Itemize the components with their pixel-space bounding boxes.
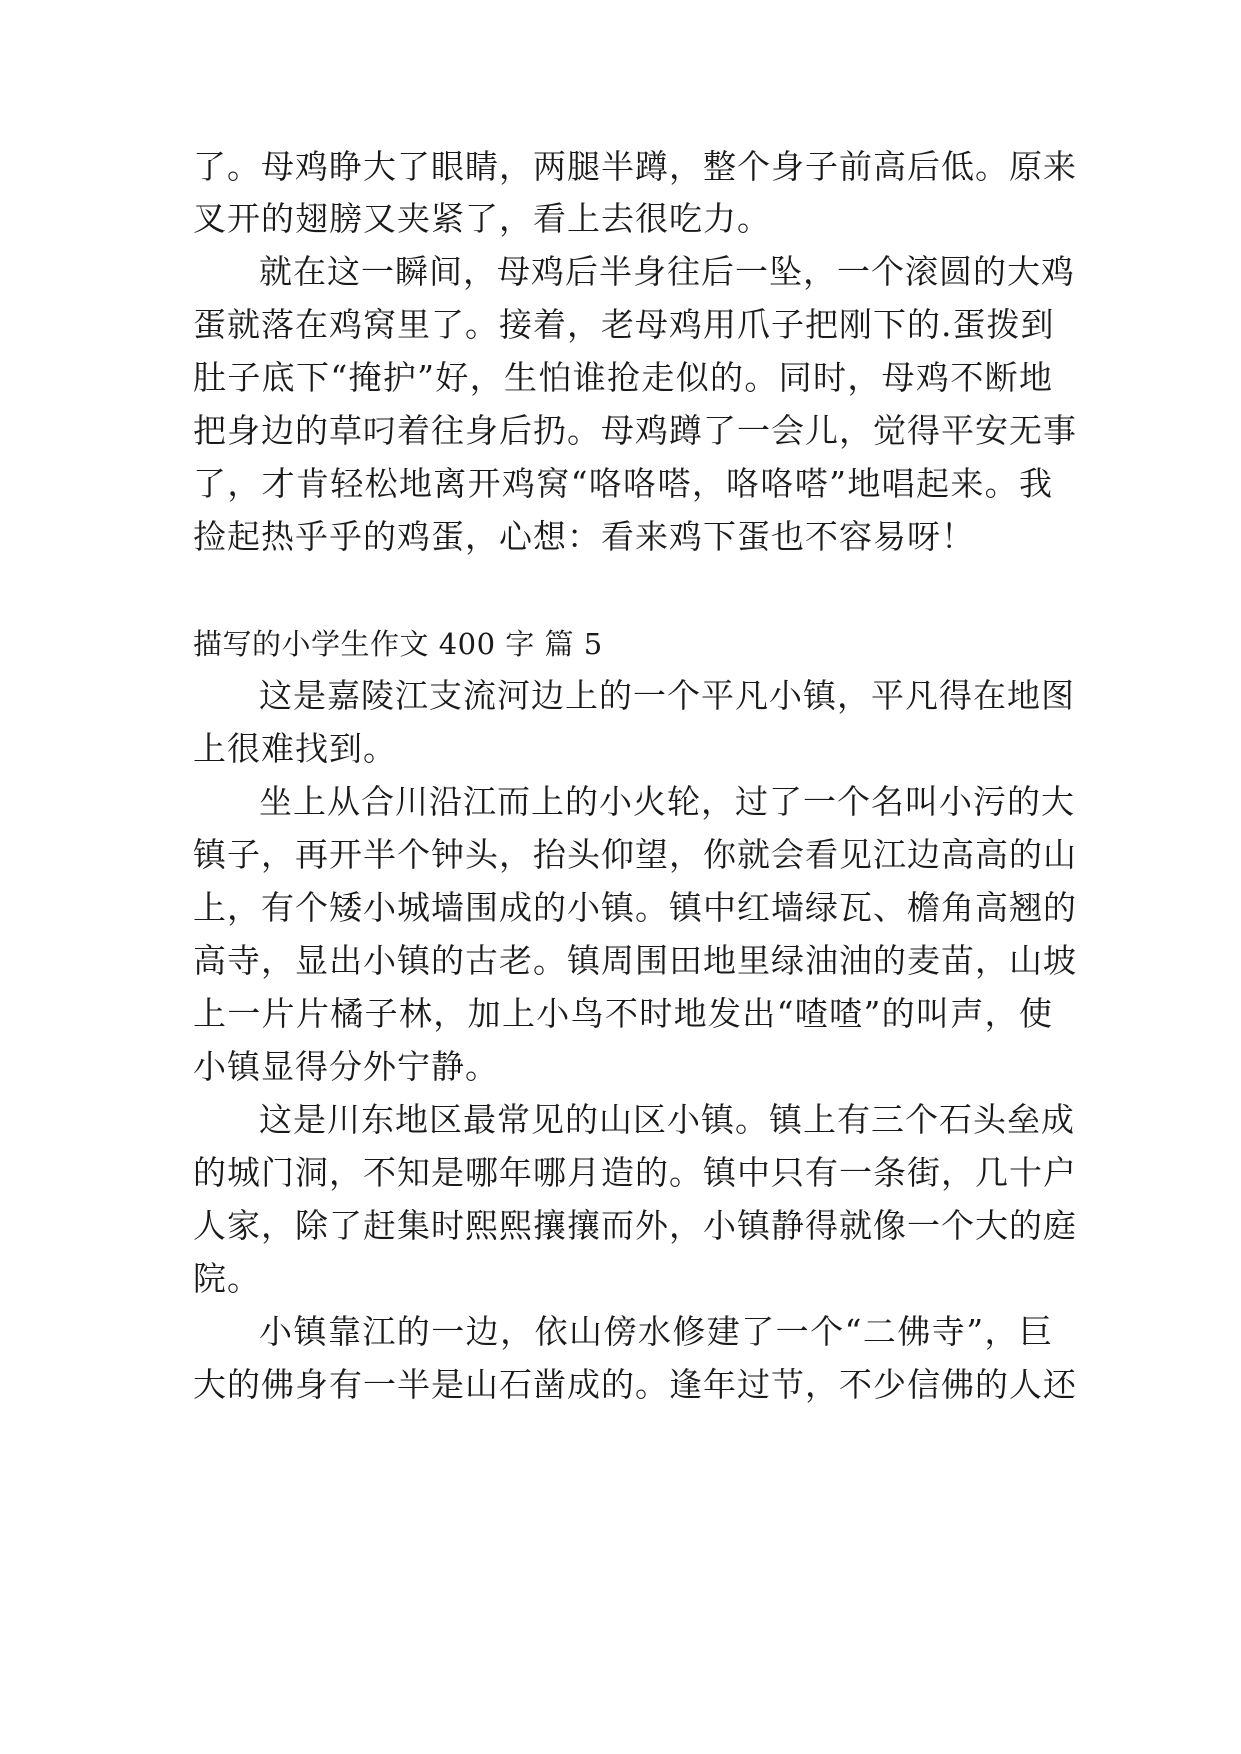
paragraph-4-line-6: 小镇显得分外宁静。 bbox=[193, 1047, 499, 1086]
paragraph-2-line-2: 蛋就落在鸡窝里了。接着，老母鸡用爪子把刚下的.蛋拨到 bbox=[193, 305, 1055, 344]
paragraph-3-line-1: 这是嘉陵江支流河边上的一个平凡小镇，平凡得在地图 bbox=[259, 676, 1075, 715]
paragraph-5-line-2: 的城门洞，不知是哪年哪月造的。镇中只有一条街，几十户 bbox=[193, 1153, 1077, 1192]
paragraph-1-line-2: 叉开的翅膀又夹紧了，看上去很吃力。 bbox=[193, 199, 771, 238]
paragraph-4-line-4: 高寺，显出小镇的古老。镇周围田地里绿油油的麦苗，山坡 bbox=[193, 941, 1077, 980]
paragraph-2-line-3: 肚子底下“掩护”好，生怕谁抢走似的。同时，母鸡不断地 bbox=[193, 358, 1053, 397]
paragraph-4-line-1: 坐上从合川沿江而上的小火轮，过了一个名叫小污的大 bbox=[259, 782, 1075, 821]
paragraph-1-line-1: 了。母鸡睁大了眼睛，两腿半蹲，整个身子前高后低。原来 bbox=[193, 147, 1077, 186]
paragraph-5-line-3: 人家，除了赶集时熙熙攘攘而外，小镇静得就像一个大的庭 bbox=[193, 1206, 1077, 1245]
paragraph-4-line-3: 上，有个矮小城墙围成的小镇。镇中红墙绿瓦、檐角高翘的 bbox=[193, 888, 1077, 927]
paragraph-3-line-2: 上很难找到。 bbox=[193, 729, 397, 768]
paragraph-6-line-1: 小镇靠江的一边，依山傍水修建了一个“二佛寺”，巨 bbox=[259, 1312, 1053, 1351]
paragraph-5-line-1: 这是川东地区最常见的山区小镇。镇上有三个石头垒成 bbox=[259, 1100, 1075, 1139]
paragraph-4-line-5: 上一片片橘子林，加上小鸟不时地发出“喳喳”的叫声，使 bbox=[193, 994, 1053, 1033]
section-heading: 描写的小学生作文 400 字 篇 5 bbox=[193, 627, 603, 661]
paragraph-4-line-2: 镇子，再开半个钟头，抬头仰望，你就会看见江边高高的山 bbox=[193, 835, 1077, 874]
paragraph-2-line-1: 就在这一瞬间，母鸡后半身往后一坠，一个滚圆的大鸡 bbox=[259, 252, 1075, 291]
paragraph-5-line-4: 院。 bbox=[193, 1259, 261, 1298]
paragraph-2-line-5: 了，才肯轻松地离开鸡窝“咯咯嗒，咯咯嗒”地唱起来。我 bbox=[193, 464, 1053, 503]
paragraph-2-line-6: 捡起热乎乎的鸡蛋，心想：看来鸡下蛋也不容易呀！ bbox=[193, 517, 975, 556]
paragraph-2-line-4: 把身边的草叼着往身后扔。母鸡蹲了一会儿，觉得平安无事 bbox=[193, 411, 1077, 450]
paragraph-6-line-2: 大的佛身有一半是山石凿成的。逢年过节，不少信佛的人还 bbox=[193, 1365, 1077, 1404]
